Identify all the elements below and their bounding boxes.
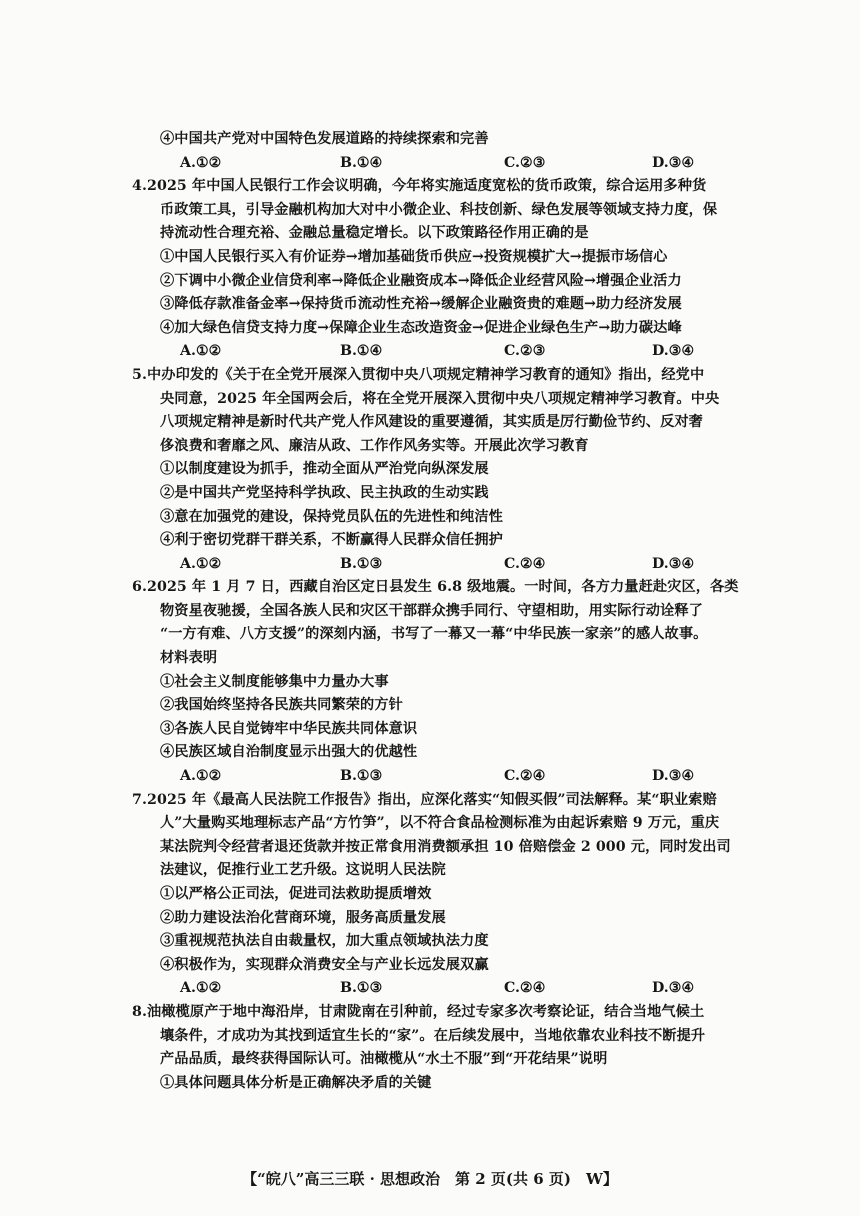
- question-stem: 侈浪费和奢靡之风、廉洁从政、工作作风务实等。开展此次学习教育: [160, 437, 589, 454]
- choice-statement: ④中国共产党对中国特色发展道路的持续探索和完善: [160, 131, 489, 147]
- question-4: [132, 175, 776, 364]
- question-3-tail: [136, 128, 776, 175]
- question-8: [132, 1001, 776, 1095]
- choice-statement: ④利于密切党群干群关系，不断赢得人民群众信任拥护: [160, 532, 503, 549]
- question-6: [132, 576, 776, 788]
- option-d: D.③④: [652, 980, 695, 997]
- question-stem: 产品品质，最终获得国际认可。油橄榄从“水土不服”到“开花结果”说明: [160, 1051, 608, 1068]
- choice-statement: ③各族人民自觉铸牢中华民族共同体意识: [160, 720, 418, 737]
- option-d: D.③④: [652, 343, 695, 360]
- choice-statement: ①中国人民银行买入有价证券→增加基础货币供应→投资规模扩大→提振市场信心: [160, 248, 668, 265]
- option-d: D.③④: [652, 768, 695, 785]
- page-footer: 【“皖八”高三三联 · 思想政治 第 2 页(共 6 页) W】: [242, 1170, 618, 1188]
- choice-statement: ②下调中小微企业信贷利率→降低企业融资成本→降低企业经营风险→增强企业活力: [160, 272, 682, 289]
- answer-options: [136, 553, 776, 577]
- option-a: A.①②: [180, 154, 222, 171]
- option-d: D.③④: [652, 154, 695, 171]
- question-stem: 人”大量购买地理标志产品“方竹笋”，以不符合食品检测标准为由起诉索赔 9 万元，重庆: [160, 815, 720, 832]
- choice-statement: ②助力建设法治化营商环境，服务高质量发展: [160, 909, 446, 926]
- answer-options: [136, 765, 776, 789]
- option-a: A.①②: [180, 343, 222, 360]
- question-stem: 壤条件，才成功为其找到适宜生长的“家”。在后续发展中，当地依靠农业科技不断提升: [160, 1027, 706, 1044]
- question-stem: 币政策工具，引导金融机构加大对中小微企业、科技创新、绿色发展等领域支持力度，保: [160, 201, 718, 218]
- answer-options: [136, 977, 776, 1001]
- choice-statement: ③意在加强党的建设，保持党员队伍的先进性和纯洁性: [160, 508, 503, 525]
- option-d: D.③④: [652, 555, 695, 572]
- answer-options: [136, 340, 776, 364]
- option-b: B.①④: [340, 154, 383, 171]
- option-c: C.②③: [504, 343, 546, 360]
- option-c: C.②③: [504, 154, 546, 171]
- question-7: [132, 789, 776, 1001]
- option-b: B.①③: [340, 768, 383, 785]
- choice-statement: ③降低存款准备金率→保持货币流动性充裕→缓解企业融资贵的难题→助力经济发展: [160, 296, 682, 313]
- choice-statement: ①以严格公正司法，促进司法救助提质增效: [160, 886, 432, 902]
- question-stem: 物资星夜驰援，全国各族人民和灾区干部群众携手同行、守望相助，用实际行动诠释了: [160, 602, 703, 619]
- option-c: C.②④: [504, 768, 546, 785]
- question-stem: 6.2025 年 1 月 7 日，西藏自治区定日县发生 6.8 级地震。一时间，各方力量赶赴灾区，各类: [132, 579, 739, 596]
- question-stem: 持流动性合理充裕、金融总量稳定增长。以下政策路径作用正确的是: [160, 225, 589, 242]
- option-a: A.①②: [180, 555, 222, 572]
- choice-statement: ①社会主义制度能够集中力量办大事: [160, 673, 389, 690]
- option-c: C.②④: [504, 980, 546, 997]
- choice-statement: ③重视规范执法自由裁量权，加大重点领域执法力度: [160, 933, 489, 950]
- question-stem: 八项规定精神是新时代共产党人作风建设的重要遵循，其实质是厉行勤俭节约、反对奢: [160, 414, 703, 431]
- choice-statement: ②我国始终坚持各民族共同繁荣的方针: [160, 697, 403, 714]
- question-stem: 法建议，促推行业工艺升级。这说明人民法院: [160, 862, 446, 879]
- option-a: A.①②: [180, 980, 222, 997]
- choice-statement: ②是中国共产党坚持科学执政、民主执政的生动实践: [160, 484, 489, 501]
- question-stem: 8.油橄榄原产于地中海沿岸，甘肃陇南在引种前，经过专家多次考察论证，结合当地气候土: [132, 1003, 705, 1020]
- option-a: A.①②: [180, 768, 222, 785]
- option-c: C.②④: [504, 555, 546, 572]
- question-stem: 央同意，2025 年全国两会后，将在全党开展深入贯彻中央八项规定精神学习教育。中央: [160, 390, 720, 407]
- question-stem: 4.2025 年中国人民银行工作会议明确，今年将实施适度宽松的货币政策，综合运用多种货: [132, 178, 707, 195]
- question-stem: 7.2025 年《最高人民法院工作报告》指出，应深化落实“知假买假”司法解释。某“职业索赔: [132, 791, 717, 808]
- choice-statement: ④民族区域自治制度显示出强大的优越性: [160, 744, 418, 761]
- option-b: B.①③: [340, 980, 383, 997]
- choice-statement: ①以制度建设为抓手，推动全面从严治党向纵深发展: [160, 461, 489, 478]
- answer-options: [136, 152, 776, 176]
- question-body: [132, 128, 776, 1095]
- option-b: B.①④: [340, 343, 383, 360]
- question-5: [132, 364, 776, 576]
- question-stem: 5.中办印发的《关于在全党开展深入贯彻中央八项规定精神学习教育的通知》指出，经党中: [132, 366, 705, 383]
- choice-statement: ④加大绿色信贷支持力度→保障企业生态改造资金→促进企业绿色生产→助力碳达峰: [160, 319, 682, 336]
- question-stem: 某法院判令经营者退还货款并按正常食用消费额承担 10 倍赔偿金 2 000 元，同时发出司: [160, 838, 731, 855]
- question-stem: 材料表明: [160, 650, 218, 667]
- choice-statement: ④积极作为，实现群众消费安全与产业长远发展双赢: [160, 956, 489, 973]
- question-stem: “一方有难、八方支援”的深刻内涵，书写了一幕又一幕“中华民族一家亲”的感人故事。: [160, 626, 708, 643]
- option-b: B.①③: [340, 555, 383, 572]
- choice-statement: ①具体问题具体分析是正确解决矛盾的关键: [160, 1074, 432, 1091]
